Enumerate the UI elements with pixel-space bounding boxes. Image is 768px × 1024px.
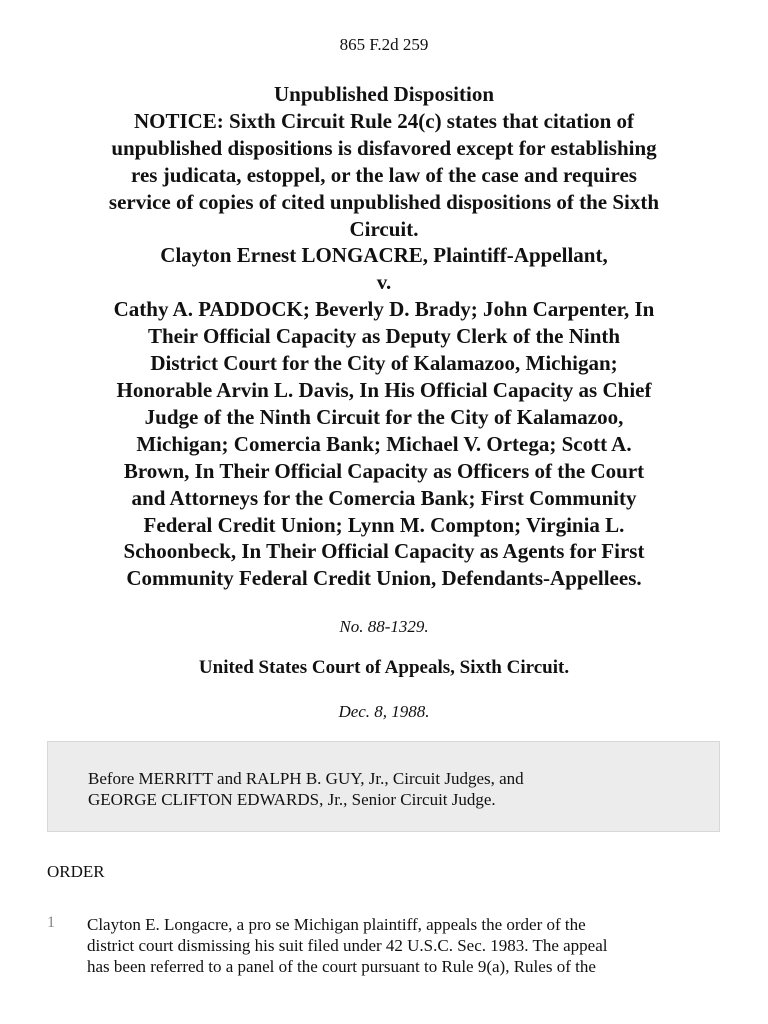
notice-line: NOTICE: Sixth Circuit Rule 24(c) states that citation of: [133, 108, 635, 133]
judges-panel-line: GEORGE CLIFTON EDWARDS, Jr., Senior Circuit Judge.: [88, 790, 496, 809]
paragraph-line: has been referred to a panel of the court pursuant to Rule 9(a), Rules of the: [87, 957, 596, 976]
title-line-unpublished-disposition: Unpublished Disposition: [273, 82, 495, 106]
appellees-line: Judge of the Ninth Circuit for the City of Kalamazoo,: [144, 404, 624, 429]
appellees-line: Cathy A. PADDOCK; Beverly D. Brady; John Carpenter, In: [113, 297, 655, 322]
order-paragraph: [87, 914, 697, 977]
paragraph-line: Clayton E. Longacre, a pro se Michigan plaintiff, appeals the order of the: [87, 915, 586, 934]
decision-date: Dec. 8, 1988.: [338, 702, 430, 721]
appellant-line: Clayton Ernest LONGACRE, Plaintiff-Appellant,: [160, 243, 608, 268]
appellees-line: Their Official Capacity as Deputy Clerk of the Ninth: [147, 324, 621, 349]
notice-line: unpublished dispositions is disfavored except for establishing: [111, 135, 657, 160]
appellees-line: Federal Credit Union; Lynn M. Compton; Virginia L.: [143, 512, 625, 537]
appellees-line: Community Federal Credit Union, Defendants-Appellees.: [126, 566, 642, 591]
judges-panel-box: [47, 741, 720, 832]
versus-line: v.: [376, 270, 392, 295]
reporter-citation: 865 F.2d 259: [339, 35, 429, 54]
appellees-line: Schoonbeck, In Their Official Capacity as Agents for First: [123, 539, 645, 564]
court-name: United States Court of Appeals, Sixth Circuit.: [198, 657, 570, 678]
appellees-line: District Court for the City of Kalamazoo, Michigan;: [150, 351, 618, 376]
paragraph-line: district court dismissing his suit filed under 42 U.S.C. Sec. 1983. The appeal: [87, 936, 608, 955]
appellees-line: and Attorneys for the Comercia Bank; First Community: [131, 485, 637, 510]
appellees-line: Michigan; Comercia Bank; Michael V. Ortega; Scott A.: [136, 431, 632, 456]
notice-line: Circuit.: [349, 216, 419, 241]
appellees-line: Brown, In Their Official Capacity as Officers of the Court: [123, 458, 645, 483]
order-heading: ORDER: [47, 862, 105, 881]
notice-line: service of copies of cited unpublished dispositions of the Sixth: [108, 189, 660, 214]
appellees-line: Honorable Arvin L. Davis, In His Official Capacity as Chief: [116, 377, 652, 402]
docket-number: No. 88-1329.: [339, 617, 429, 636]
paragraph-number: 1: [47, 914, 55, 931]
notice-line: res judicata, estoppel, or the law of the case and requires: [131, 162, 637, 187]
judges-panel-line: Before MERRITT and RALPH B. GUY, Jr., Circuit Judges, and: [88, 769, 524, 788]
case-title-block: [50, 81, 718, 592]
